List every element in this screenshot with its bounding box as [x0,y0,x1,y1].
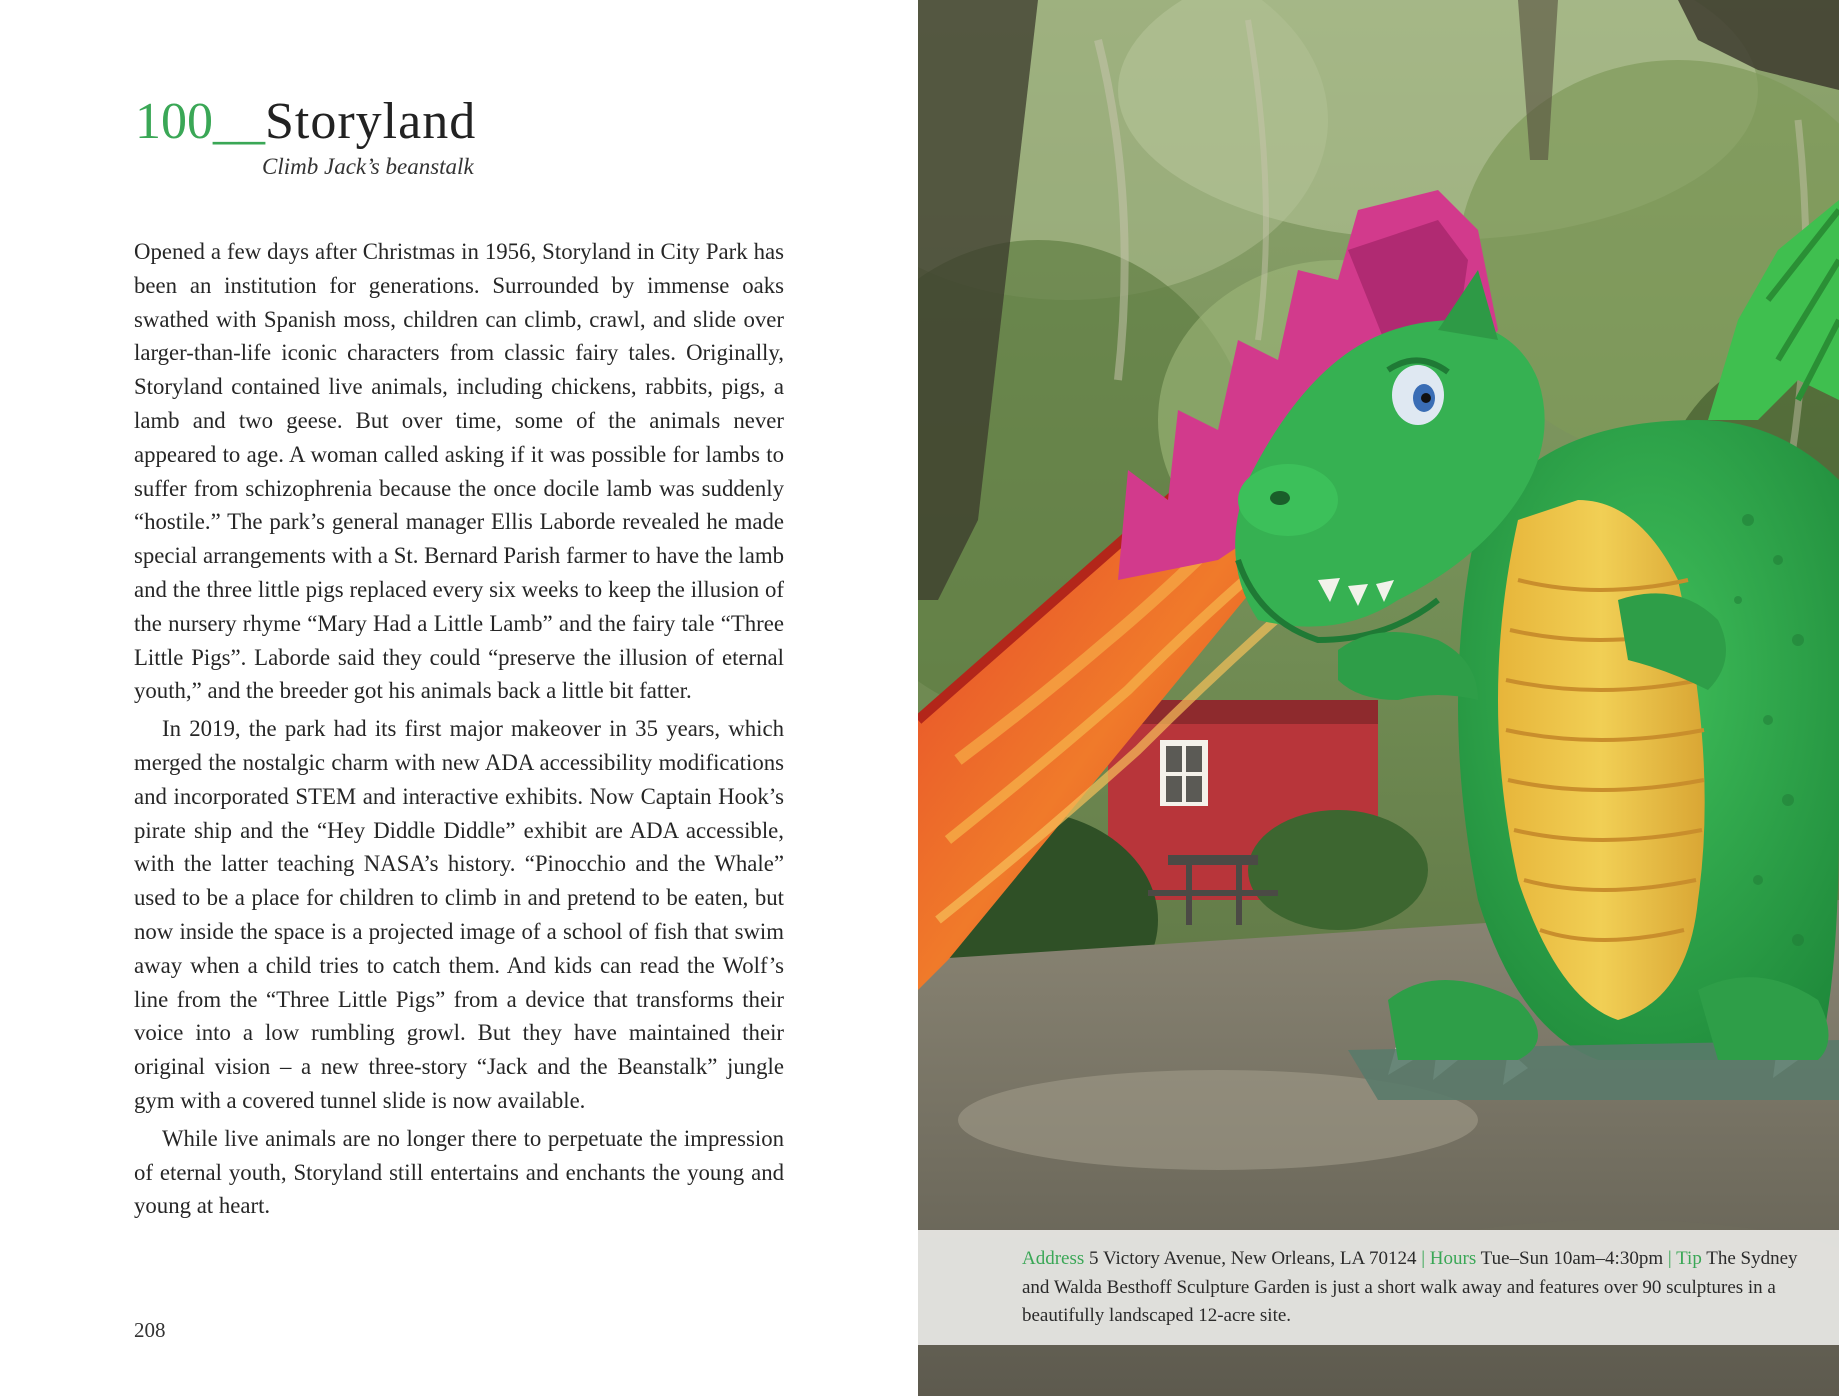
tip-value: The Sydney and Walda Besthoff Sculpture Garden is just a short walk away and features over 90 sculptures in a beautifully landscaped 12-acre site. [1022,1248,1798,1326]
body-text [134,235,784,1223]
address-value: 5 Victory Avenue, New Orleans, LA 70124 [1089,1248,1417,1269]
entry-number: 100 [135,93,213,150]
caption-text [1022,1245,1808,1331]
entry-heading [135,92,476,152]
hours-label: Hours [1429,1248,1477,1269]
body-paragraph-1: Opened a few days after Christmas in 1956, Storyland in City Park has been an institution for generations. Surrounded by immense oaks swathed with Spanish moss, children can climb, crawl, and slide over larger-than-life iconic characters from classic fairy tales. Originally, Storyland contained live animals, including chickens, rabbits, pigs, a lamb and two geese. But over time, some of the animals never appeared to age. A woman called asking if it was possible for lambs to suffer from schizophrenia because the once docile lamb was suddenly “hostile.” The park’s general manager Ellis Laborde revealed he made special arrangements with a St. Bernard Parish farmer to have the lamb and the three little pigs replaced every six weeks to keep the illusion of the nursery rhyme “Mary Had a Little Lamb” and the fairy tale “Three Little Pigs”. Laborde said they could “preserve the illusion of eternal youth,” and the breeder got his animals back a little bit fatter. [134,239,784,704]
body-paragraph-3: While live animals are no longer there to perpetuate the impression of eternal youth, Storyland still entertains and enchants the young and young at heart. [134,1125,784,1219]
entry-separator: __ [213,93,265,150]
tip-label: Tip [1676,1248,1702,1269]
entry-subtitle: Climb Jack’s beanstalk [262,154,474,179]
caption-divider: | [1421,1248,1426,1269]
caption-divider: | [1667,1248,1672,1269]
entry-title: Storyland [265,93,477,150]
dragon-slide-photo [918,0,1839,1396]
left-page [0,0,918,1396]
page-number: 208 [134,1318,166,1342]
address-label: Address [1022,1248,1085,1269]
hours-value: Tue–Sun 10am–4:30pm [1480,1248,1664,1269]
body-paragraph-2: In 2019, the park had its first major makeover in 35 years, which merged the nostalgic charm with new ADA accessibility modifications and incorporated STEM and interactive exhibits. Now Captain Hook’s pirate ship and the “Hey Diddle Diddle” exhibit are ADA accessible, with the latter teaching NASA’s history. “Pinocchio and the Whale” used to be a place for children to climb in and pretend to be eaten, but now inside the space is a projected image of a school of fish that swim away when a child tries to catch them. And kids can read the Wolf’s line from the “Three Little Pigs” from a device that transforms their voice into a low rumbling growl. But they have maintained their original vision – a new three-story “Jack and the Beanstalk” jungle gym with a covered tunnel slide is now available. [134,716,784,1113]
info-caption [918,1230,1839,1345]
